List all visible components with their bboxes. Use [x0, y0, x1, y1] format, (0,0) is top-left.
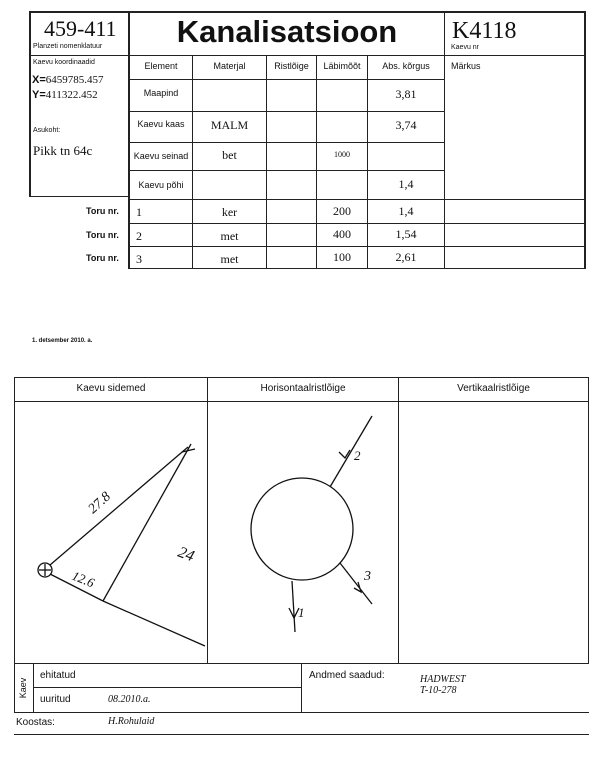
data-source-line2: T-10-278	[420, 685, 457, 696]
coords-label: Kaevu koordinaadid	[33, 59, 95, 66]
row-abs-height: 3,81	[395, 87, 417, 101]
pipe-number: 1	[136, 205, 142, 219]
pipe-diameter: 100	[333, 250, 351, 264]
pipe-1-line	[292, 581, 295, 632]
row-element: Kaevu põhi	[138, 180, 184, 190]
coord-y-prefix: Y=	[32, 89, 46, 101]
address-label: Asukoht:	[33, 127, 61, 134]
page-title: Kanalisatsioon	[176, 14, 398, 49]
nomenclature-label: Planzeti nomenklatuur	[33, 43, 103, 50]
pipe-number: 3	[136, 252, 142, 266]
horizontal-section-sketch	[208, 402, 398, 662]
pipe-number: 2	[136, 229, 142, 243]
coord-x-value: 6459785.457	[45, 74, 104, 86]
pipe-2-line	[330, 416, 372, 487]
address-value: Pikk tn 64c	[33, 143, 93, 158]
pipe-diameter: 400	[333, 227, 351, 241]
col-cross-section: Ristlõige	[274, 61, 309, 71]
surveyed-value: 08.2010.a.	[108, 694, 151, 705]
row-element: Kaevu kaas	[137, 119, 185, 129]
pipe-1-label: 1	[298, 605, 305, 620]
pipe-2-label: 2	[354, 448, 361, 463]
pipe-material: ker	[221, 205, 238, 219]
surveyed-label: uuritud	[40, 694, 71, 705]
row-element: Maapind	[143, 88, 179, 98]
pipe-diameter: 200	[333, 204, 351, 218]
compiled-value: H.Rohulaid	[108, 716, 155, 727]
compiled-label: Koostas:	[16, 717, 55, 728]
row-abs-height: 3,74	[395, 118, 417, 132]
pipe-material: met	[220, 252, 239, 266]
coord-x-prefix: X=	[32, 74, 46, 86]
pipe-3-label: 3	[364, 569, 371, 584]
col-material: Materjal	[213, 61, 246, 71]
row-abs-height: 1,4	[398, 177, 414, 191]
pipe-material: met	[220, 229, 239, 243]
col-abs-height: Abs. kõrgus	[382, 61, 430, 71]
connections-sketch	[15, 402, 207, 662]
built-label: ehitatud	[40, 670, 76, 681]
row-material: MALM	[210, 118, 249, 132]
col-diameter: Läbimõõt	[323, 61, 361, 71]
pipe-label: Toru nr.	[86, 253, 119, 263]
data-source-line1: HADWEST	[420, 674, 466, 685]
sheet-number: 459-411	[44, 16, 117, 41]
data-source-label: Andmed saadud:	[309, 670, 385, 681]
row-element: Kaevu seinad	[133, 151, 189, 161]
coord-y-value: 411322.452	[45, 89, 98, 101]
section-connections-title: Kaevu sidemed	[76, 383, 146, 394]
side-label: Kaev	[18, 677, 28, 699]
section-horizontal-title: Horisontaalristlõige	[260, 383, 346, 394]
coord-x	[32, 74, 104, 86]
col-element: Element	[144, 61, 178, 71]
row-diameter: 1000	[334, 150, 350, 159]
col-remarks: Märkus	[451, 61, 481, 71]
pipe-abs-height: 1,4	[398, 204, 414, 218]
measure-short: 12.6	[69, 567, 97, 591]
row-material: bet	[222, 148, 237, 162]
measure-side: 24	[175, 543, 197, 566]
section-vertical-title: Vertikaalristlõige	[457, 383, 530, 394]
well-number: K4118	[452, 18, 517, 44]
pipe-3-arrow	[354, 582, 361, 592]
well-number-label: Kaevu nr	[451, 44, 480, 51]
measure-long: 27.8	[85, 489, 114, 517]
well-circle	[251, 478, 353, 580]
pipe-abs-height: 1,54	[395, 227, 417, 241]
coord-y	[32, 89, 98, 101]
date-note: 1. detsember 2010. a.	[32, 338, 93, 344]
pipe-label: Toru nr.	[86, 206, 119, 216]
pipe-abs-height: 2,61	[395, 250, 417, 264]
pipe-label: Toru nr.	[86, 230, 119, 240]
